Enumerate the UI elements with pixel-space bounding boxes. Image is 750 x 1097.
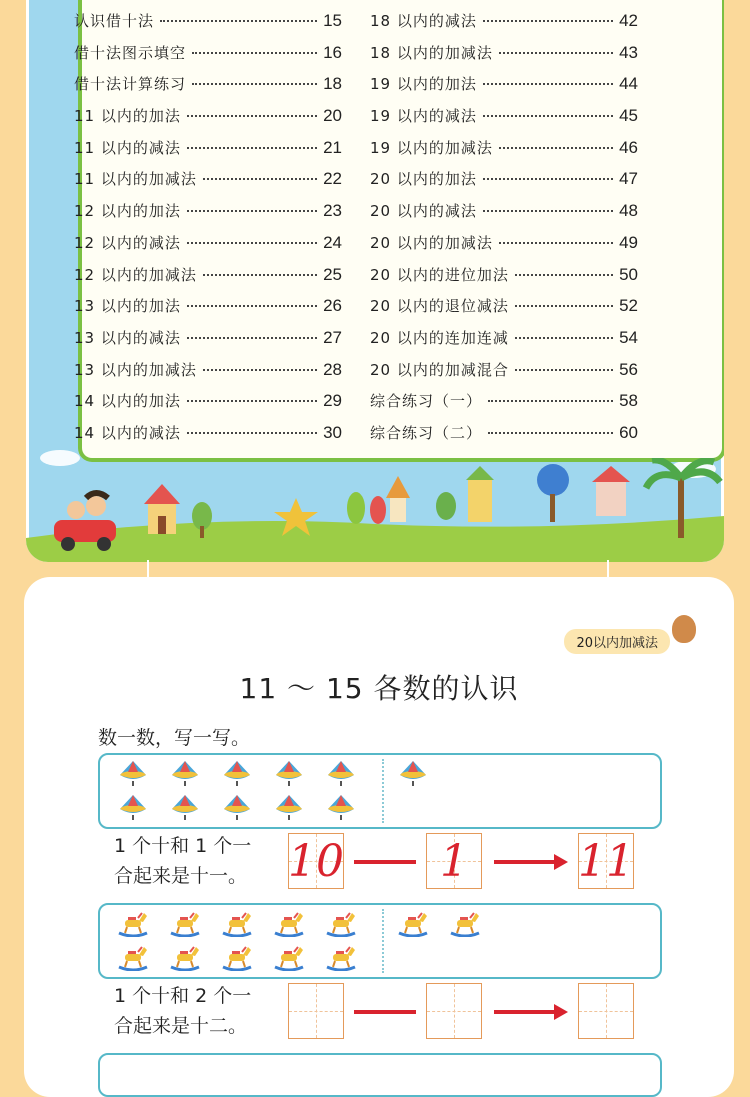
toc-leader-dots — [515, 369, 613, 371]
toc-leader-dots — [192, 52, 317, 54]
toc-entry-title: 借十法图示填空 — [74, 43, 187, 62]
toc-entry-title: 11 以内的加减法 — [74, 170, 197, 189]
toc-leader-dots — [515, 305, 613, 307]
toc-entry-title: 20 以内的连加连减 — [370, 328, 509, 347]
toc-leader-dots — [488, 432, 613, 434]
toc-leader-dots — [499, 242, 613, 244]
toc-leader-dots — [160, 20, 317, 22]
toc-entry-title: 12 以内的加法 — [74, 202, 181, 221]
toc-entry[interactable] — [370, 73, 638, 105]
toc-leader-dots — [187, 337, 317, 339]
toc-leader-dots — [187, 210, 317, 212]
toc-entry-title: 20 以内的加减法 — [370, 233, 493, 252]
toc-entry-page: 58 — [619, 391, 638, 411]
rocking-horse-icon — [220, 943, 254, 971]
rocking-horse-icon — [324, 909, 358, 937]
toc-entry[interactable] — [370, 390, 638, 422]
answer-box-tens[interactable] — [288, 983, 344, 1039]
rocking-horse-icon — [396, 909, 430, 937]
counting-box-next — [98, 1053, 662, 1097]
toc-leader-dots — [515, 274, 613, 276]
exercise-sentence — [114, 981, 251, 1041]
toc-column-left — [74, 10, 342, 454]
rocking-horse-icon — [448, 909, 482, 937]
rocking-horse-icon — [272, 943, 306, 971]
counting-box-rocking-horses — [98, 903, 662, 979]
toc-entry-title: 12 以内的减法 — [74, 233, 181, 252]
toc-leader-dots — [515, 337, 613, 339]
answer-tens: 10 — [288, 835, 344, 887]
toc-entry-page: 29 — [323, 391, 342, 411]
toc-leader-dots — [203, 369, 317, 371]
toc-entry-title: 20 以内的退位减法 — [370, 297, 509, 316]
answer-box-ones[interactable] — [426, 833, 482, 889]
toc-entry-title: 13 以内的减法 — [74, 328, 181, 347]
dash-connector — [354, 860, 416, 864]
toc-entry[interactable] — [370, 200, 638, 232]
toc-leader-dots — [187, 242, 317, 244]
toc-entry-page: 48 — [619, 201, 638, 221]
toc-entry[interactable] — [370, 105, 638, 137]
toc-entry-page: 30 — [323, 422, 342, 442]
toc-leader-dots — [483, 20, 613, 22]
toc-leader-dots — [483, 210, 613, 212]
toc-entry-page: 44 — [619, 74, 638, 94]
toc-entry[interactable] — [74, 327, 342, 359]
sentence-line-2: 合起来是十二。 — [114, 1015, 248, 1037]
toc-entry-title: 19 以内的加减法 — [370, 138, 493, 157]
toc-entry-title: 20 以内的进位加法 — [370, 265, 509, 284]
toc-entry-page: 26 — [323, 296, 342, 316]
toc-entry-page: 25 — [323, 264, 342, 284]
answer-box-ones[interactable] — [426, 983, 482, 1039]
toc-entry-page: 16 — [323, 42, 342, 62]
rocking-horse-icon — [116, 943, 150, 971]
toc-entry[interactable] — [74, 137, 342, 169]
counting-box-spinning-tops — [98, 753, 662, 829]
toc-entry-page: 42 — [619, 11, 638, 30]
toc-entry[interactable] — [370, 264, 638, 296]
toc-leader-dots — [499, 52, 613, 54]
toc-entry-page: 43 — [619, 42, 638, 62]
toc-leader-dots — [203, 274, 317, 276]
sentence-line-1: 1 个十和 1 个一 — [114, 835, 252, 857]
toc-leader-dots — [499, 147, 613, 149]
toc-entry[interactable] — [74, 359, 342, 391]
unit-tab: 20以内加减法 — [564, 629, 670, 654]
toc-entry-title: 综合练习（二） — [370, 423, 483, 442]
toc-entry-title: 20 以内的加法 — [370, 170, 477, 189]
toc-leader-dots — [187, 147, 317, 149]
toc-leader-dots — [192, 83, 317, 85]
toc-entry-page: 23 — [323, 201, 342, 221]
toc-leader-dots — [187, 115, 317, 117]
toc-leader-dots — [187, 305, 317, 307]
dash-connector — [354, 1010, 416, 1014]
toc-entry[interactable] — [370, 168, 638, 200]
box-divider — [382, 759, 384, 823]
rocking-horse-icon — [116, 909, 150, 937]
toc-entry-title: 12 以内的加减法 — [74, 265, 197, 284]
toc-column-right — [370, 10, 638, 454]
toc-entry[interactable] — [74, 390, 342, 422]
toc-entry[interactable] — [74, 295, 342, 327]
arrow-line — [494, 860, 556, 864]
toc-entry[interactable] — [370, 359, 638, 391]
spinning-top-icon — [116, 759, 150, 787]
box-divider — [382, 909, 384, 973]
toc-entry[interactable] — [370, 42, 638, 74]
spinning-top-icon — [220, 759, 254, 787]
toc-entry[interactable] — [74, 10, 342, 42]
toc-entry[interactable] — [370, 137, 638, 169]
toc-entry-page: 52 — [619, 296, 638, 316]
toc-entry-title: 20 以内的减法 — [370, 202, 477, 221]
table-of-contents-card — [26, 0, 724, 562]
sentence-line-1: 1 个十和 2 个一 — [114, 985, 252, 1007]
spinning-top-icon — [324, 759, 358, 787]
answer-ones — [427, 984, 481, 1038]
toc-entry-page: 47 — [619, 169, 638, 189]
rocking-horse-icon — [324, 943, 358, 971]
toc-entry-page: 56 — [619, 359, 638, 379]
bear-mascot-icon — [672, 615, 696, 643]
toc-entry-page: 27 — [323, 327, 342, 347]
toc-entry-page: 18 — [323, 74, 342, 94]
answer-total — [579, 984, 633, 1038]
toc-entry-page: 54 — [619, 327, 638, 347]
toc-leader-dots — [187, 432, 317, 434]
toc-entry-page: 15 — [323, 11, 342, 30]
toc-entry-page: 28 — [323, 359, 342, 379]
arrow-right-icon — [554, 854, 568, 870]
toc-entry-title: 19 以内的加法 — [370, 75, 477, 94]
spinning-top-icon — [168, 759, 202, 787]
toc-entry-title: 14 以内的减法 — [74, 423, 181, 442]
spinning-top-icon — [396, 759, 430, 787]
spinning-top-icon — [168, 793, 202, 821]
toc-entry-page: 20 — [323, 106, 342, 126]
spinning-top-icon — [220, 793, 254, 821]
toc-entry[interactable] — [74, 168, 342, 200]
answer-tens — [289, 984, 343, 1038]
toc-entry-title: 18 以内的减法 — [370, 12, 477, 30]
arrow-right-icon — [554, 1004, 568, 1020]
spinning-top-icon — [116, 793, 150, 821]
lesson-card — [24, 577, 734, 1097]
spinning-top-icon — [272, 793, 306, 821]
rocking-horse-icon — [168, 909, 202, 937]
answer-total: 11 — [578, 835, 634, 887]
toc-leader-dots — [488, 400, 613, 402]
toc-entry-page: 50 — [619, 264, 638, 284]
toc-entry-title: 13 以内的加法 — [74, 297, 181, 316]
toc-leader-dots — [203, 178, 317, 180]
instruction-text: 数一数，写一写。 — [98, 727, 251, 749]
toc-entry[interactable] — [74, 73, 342, 105]
toc-entry-title: 11 以内的减法 — [74, 138, 181, 157]
page-title: 11 ～ 15 各数的认识 — [239, 672, 519, 705]
toc-entry-title: 14 以内的加法 — [74, 392, 181, 411]
toc-entry[interactable] — [370, 327, 638, 359]
scenery-illustration — [26, 458, 724, 562]
answer-ones: 1 — [440, 835, 468, 887]
toc-entry[interactable] — [370, 422, 638, 454]
toc-entry[interactable] — [74, 105, 342, 137]
exercise-sentence — [114, 831, 251, 891]
toc-entry-title: 18 以内的加减法 — [370, 43, 493, 62]
toc-entry-page: 21 — [323, 137, 342, 157]
toc-entry-page: 46 — [619, 137, 638, 157]
toc-entry-title: 认识借十法 — [74, 12, 155, 30]
toc-entry-title: 19 以内的减法 — [370, 107, 477, 126]
toc-entry-title: 11 以内的加法 — [74, 107, 181, 126]
toc-leader-dots — [483, 83, 613, 85]
toc-entry[interactable] — [370, 10, 638, 42]
answer-box-total[interactable] — [578, 983, 634, 1039]
toc-entry-title: 20 以内的加减混合 — [370, 360, 509, 379]
toc-entry[interactable] — [74, 42, 342, 74]
rocking-horse-icon — [272, 909, 306, 937]
toc-leader-dots — [483, 115, 613, 117]
toc-entry-title: 借十法计算练习 — [74, 75, 187, 94]
rocking-horse-icon — [168, 943, 202, 971]
toc-entry-page: 49 — [619, 232, 638, 252]
toc-entry-page: 45 — [619, 106, 638, 126]
answer-box-tens[interactable] — [288, 833, 344, 889]
spinning-top-icon — [272, 759, 306, 787]
sentence-line-2: 合起来是十一。 — [114, 865, 248, 887]
toc-leader-dots — [483, 178, 613, 180]
toc-entry[interactable] — [74, 422, 342, 454]
arrow-line — [494, 1010, 556, 1014]
toc-leader-dots — [187, 400, 317, 402]
toc-entry[interactable] — [370, 295, 638, 327]
spinning-top-icon — [324, 793, 358, 821]
toc-entry[interactable] — [74, 232, 342, 264]
toc-entry-title: 综合练习（一） — [370, 392, 483, 411]
toc-entry[interactable] — [74, 264, 342, 296]
rocking-horse-icon — [220, 909, 254, 937]
toc-entry-page: 24 — [323, 232, 342, 252]
toc-entry-page: 60 — [619, 422, 638, 442]
toc-entry-title: 13 以内的加减法 — [74, 360, 197, 379]
answer-box-total[interactable] — [578, 833, 634, 889]
toc-entry[interactable] — [370, 232, 638, 264]
toc-entry-page: 22 — [323, 169, 342, 189]
toc-entry[interactable] — [74, 200, 342, 232]
